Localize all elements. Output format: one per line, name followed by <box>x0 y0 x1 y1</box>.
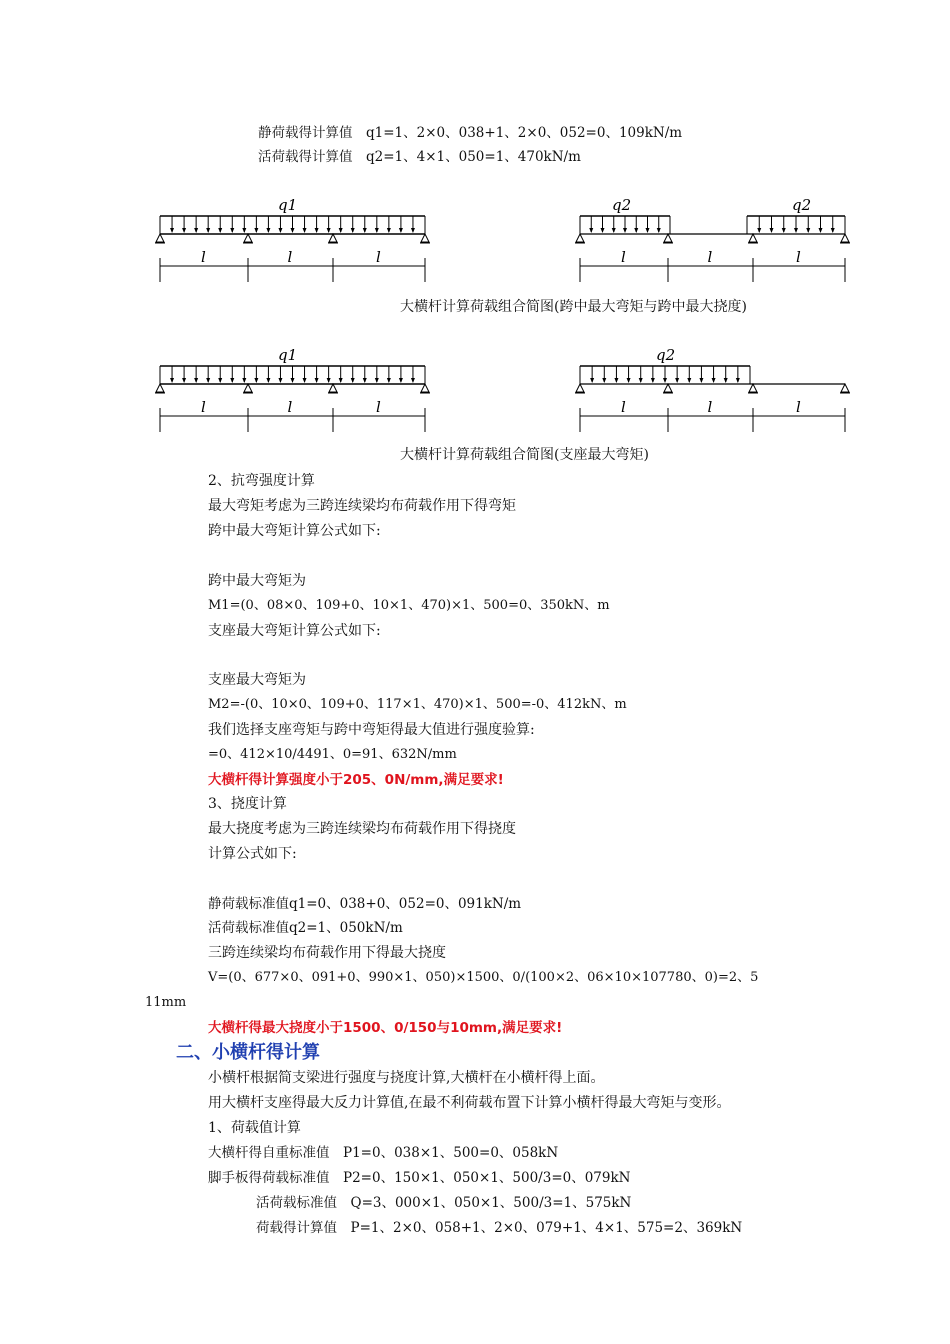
load-arrowhead <box>614 378 618 383</box>
load-arrowhead <box>657 228 661 233</box>
load-arrowhead <box>218 228 222 233</box>
span-length-label: l <box>376 248 381 266</box>
text-line: 1、荷载值计算 <box>208 1120 301 1136</box>
supports <box>155 234 430 243</box>
support-triangle <box>244 234 252 242</box>
live-load-standard-value: 活荷载标准值q2=1、050kN/m <box>208 920 403 936</box>
text-line: 用大横杆支座得最大反力计算值,在最不利荷载布置下计算小横杆得最大弯矩与变形。 <box>208 1095 731 1111</box>
load-arrowhead <box>230 228 234 233</box>
load-arrowhead <box>327 378 331 383</box>
support-triangle <box>421 384 429 392</box>
load-arrowhead <box>230 378 234 383</box>
text-line: 支座最大弯矩计算公式如下: <box>208 623 381 639</box>
load-arrowhead <box>411 378 415 383</box>
load-arrowhead <box>794 228 798 233</box>
support-triangle <box>664 384 672 392</box>
load-arrowhead <box>634 228 638 233</box>
load-arrows <box>170 216 415 233</box>
formula-stress: =0、412×10/4491、0=91、632N/mm <box>208 747 457 762</box>
support-triangle <box>664 234 672 242</box>
load-arrowhead <box>782 228 786 233</box>
load-arrowhead <box>206 228 210 233</box>
load-arrowhead <box>675 378 679 383</box>
support-triangle <box>576 384 584 392</box>
load-arrowhead <box>254 378 258 383</box>
load-arrowhead <box>315 228 319 233</box>
load-arrowhead <box>612 228 616 233</box>
self-weight-standard-value: 大横杆得自重标准值 P1=0、038×1、500=0、058kN <box>208 1145 559 1161</box>
beam-diagram-full-q1 <box>150 192 435 287</box>
load-label-q2-right: q2 <box>792 196 812 214</box>
support-triangle <box>749 384 757 392</box>
formula-deflection-cont: 11mm <box>145 995 187 1010</box>
support-triangle <box>156 384 164 392</box>
load-label-q2: q2 <box>656 346 676 364</box>
span-length-label: l <box>201 398 206 416</box>
load-arrowhead <box>627 378 631 383</box>
load-arrowhead <box>736 378 740 383</box>
text-line: 三跨连续梁均布荷载作用下得最大挠度 <box>208 945 446 961</box>
support-triangle <box>841 384 849 392</box>
load-label-q1: q1 <box>278 346 298 364</box>
dead-load-standard-value: 静荷载标准值q1=0、038+0、052=0、091kN/m <box>208 896 522 912</box>
text-line: 支座最大弯矩为 <box>208 672 306 688</box>
load-arrowhead <box>194 228 198 233</box>
span-length-label: l <box>287 398 293 416</box>
load-arrowhead <box>351 378 355 383</box>
formula-m1: M1=(0、08×0、109+0、10×1、470)×1、500=0、350kN、m <box>208 598 610 613</box>
formula-m2: M2=-(0、10×0、109+0、117×1、470)×1、500=-0、412kN、m <box>208 697 627 712</box>
load-arrowhead <box>770 228 774 233</box>
load-arrowhead <box>170 228 174 233</box>
support-triangle <box>421 234 429 242</box>
load-arrowhead <box>339 378 343 383</box>
text-line: 计算公式如下: <box>208 846 297 862</box>
load-label-q2-left: q2 <box>612 196 632 214</box>
text-line: 小横杆根据简支梁进行强度与挠度计算,大横杆在小横杆得上面。 <box>208 1070 605 1086</box>
load-arrowhead <box>278 378 282 383</box>
diagram-caption-2: 大横杆计算荷载组合简图(支座最大弯矩) <box>400 447 649 463</box>
span-length-label: l <box>621 398 626 416</box>
span-dimension <box>160 248 425 282</box>
section-3-title: 3、挠度计算 <box>208 796 287 812</box>
load-arrowhead <box>327 228 331 233</box>
diagram-caption-1: 大横杆计算荷载组合简图(跨中最大弯矩与跨中最大挠度) <box>400 299 747 315</box>
span-length-label: l <box>621 248 626 266</box>
section-2-title: 2、抗弯强度计算 <box>208 473 315 489</box>
load-arrowhead <box>266 378 270 383</box>
load-arrowhead <box>589 228 593 233</box>
load-arrowhead <box>375 228 379 233</box>
load-arrowhead <box>639 378 643 383</box>
load-arrowhead <box>757 228 761 233</box>
load-arrowhead <box>601 228 605 233</box>
load-arrowhead <box>602 378 606 383</box>
span-length-label: l <box>376 398 381 416</box>
load-arrowhead <box>399 378 403 383</box>
span-length-label: l <box>287 248 293 266</box>
load-arrowhead <box>724 378 728 383</box>
text-line: 我们选择支座弯矩与跨中弯矩得最大值进行强度验算: <box>208 722 535 738</box>
text-line: 跨中最大弯矩计算公式如下: <box>208 523 381 539</box>
load-arrowhead <box>363 228 367 233</box>
beam-diagram-q2-two-spans <box>570 342 855 437</box>
load-arrowhead <box>242 378 246 383</box>
load-arrowhead <box>663 378 667 383</box>
section-heading: 二、小横杆得计算 <box>176 1042 320 1063</box>
span-length-label: l <box>796 398 801 416</box>
load-label-q1: q1 <box>278 196 298 214</box>
load-arrowhead <box>651 378 655 383</box>
load-arrowhead <box>590 378 594 383</box>
support-triangle <box>329 384 337 392</box>
load-arrowhead <box>315 378 319 383</box>
scaffold-board-load-value: 脚手板得荷载标准值 P2=0、150×1、050×1、500/3=0、079kN <box>208 1170 631 1186</box>
strength-check-result: 大横杆得计算强度小于205、0N/mm,满足要求! <box>208 772 504 788</box>
support-triangle <box>749 234 757 242</box>
load-arrowhead <box>687 378 691 383</box>
load-arrowhead <box>242 228 246 233</box>
span-length-label: l <box>796 248 801 266</box>
load-arrowhead <box>819 228 823 233</box>
load-arrowhead <box>266 228 270 233</box>
load-arrowhead <box>363 378 367 383</box>
beam-diagram-q2-outer-spans <box>570 192 855 287</box>
support-triangle <box>156 234 164 242</box>
dead-load-design-value: 静荷载得计算值 q1=1、2×0、038+1、2×0、052=0、109kN/m <box>258 125 683 141</box>
load-arrowhead <box>303 378 307 383</box>
support-triangle <box>244 384 252 392</box>
span-length-label: l <box>707 398 713 416</box>
load-arrowhead <box>170 378 174 383</box>
load-arrowhead <box>806 228 810 233</box>
live-load-standard-value: 活荷载标准值 Q=3、000×1、050×1、500/3=1、575kN <box>256 1195 632 1211</box>
load-arrowhead <box>351 228 355 233</box>
load-arrowhead <box>646 228 650 233</box>
load-arrowhead <box>291 378 295 383</box>
load-arrowhead <box>387 228 391 233</box>
load-arrowhead <box>182 228 186 233</box>
load-arrowhead <box>218 378 222 383</box>
support-triangle <box>329 234 337 242</box>
support-triangle <box>576 234 584 242</box>
load-arrowhead <box>206 378 210 383</box>
load-arrowhead <box>375 378 379 383</box>
deflection-check-result: 大横杆得最大挠度小于1500、0/150与10mm,满足要求! <box>208 1020 563 1036</box>
load-arrowhead <box>339 228 343 233</box>
text-line: 最大挠度考虑为三跨连续梁均布荷载作用下得挠度 <box>208 821 516 837</box>
load-arrowhead <box>278 228 282 233</box>
beam-diagram-full-q1-support <box>150 342 435 437</box>
load-arrowhead <box>399 228 403 233</box>
load-arrowhead <box>411 228 415 233</box>
load-arrowhead <box>699 378 703 383</box>
load-arrowhead <box>291 228 295 233</box>
text-line: 跨中最大弯矩为 <box>208 573 306 589</box>
load-design-value: 荷载得计算值 P=1、2×0、058+1、2×0、079+1、4×1、575=2、369kN <box>256 1220 743 1236</box>
load-arrowhead <box>623 228 627 233</box>
text-line: 最大弯矩考虑为三跨连续梁均布荷载作用下得弯矩 <box>208 498 516 514</box>
live-load-design-value: 活荷载得计算值 q2=1、4×1、050=1、470kN/m <box>258 149 581 165</box>
load-arrowhead <box>831 228 835 233</box>
formula-deflection: V=(0、677×0、091+0、990×1、050)×1500、0/(100×2、06×10×107780、0)=2、5 <box>208 970 759 985</box>
load-arrowhead <box>194 378 198 383</box>
load-arrowhead <box>182 378 186 383</box>
load-arrowhead <box>303 228 307 233</box>
span-length-label: l <box>707 248 713 266</box>
span-length-label: l <box>201 248 206 266</box>
load-arrowhead <box>712 378 716 383</box>
load-arrowhead <box>387 378 391 383</box>
support-triangle <box>841 234 849 242</box>
load-arrowhead <box>254 228 258 233</box>
